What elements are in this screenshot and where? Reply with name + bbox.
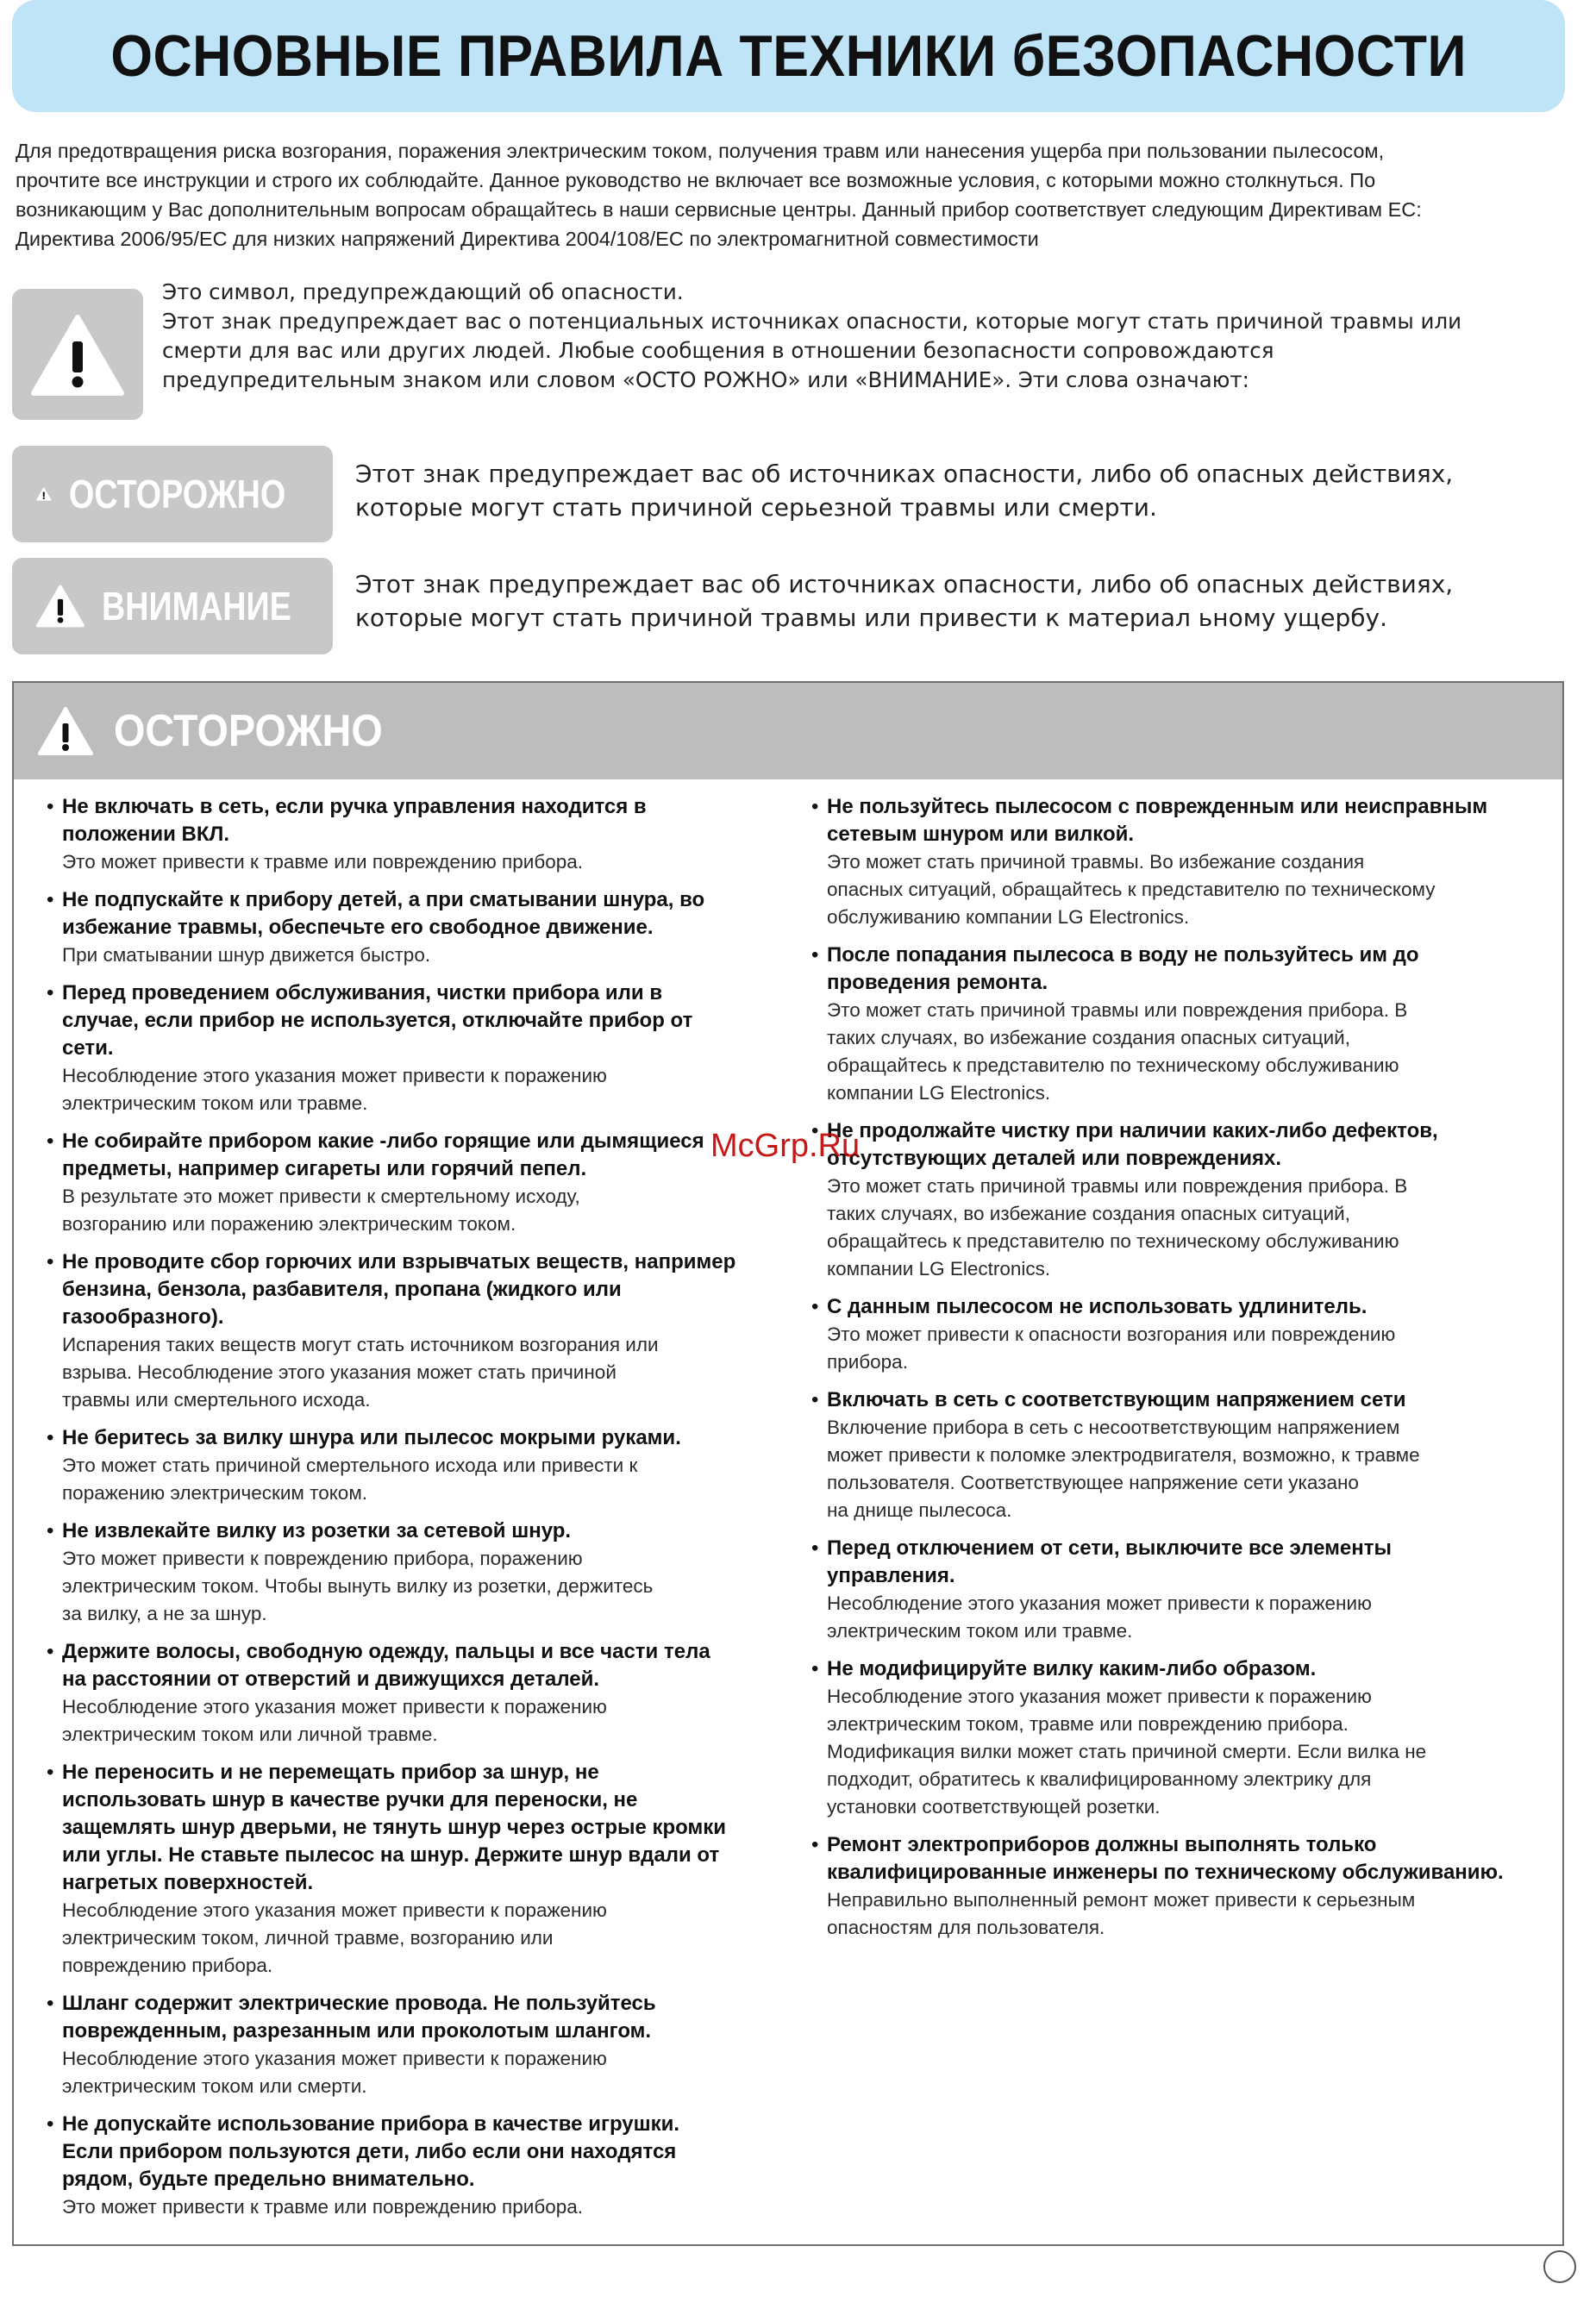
- intro-line: прочтите все инструкции и строго их соблюдайте. Данное руководство не включает все возможные условия, с которыми можно столкнуться. По: [16, 169, 1376, 191]
- warning-item-body: При сматывании шнур движется быстро.: [62, 944, 431, 966]
- warning-item: [811, 1293, 1553, 1376]
- page-title: ОСНОВНЫЕ ПРАВИЛА ТЕХНИКИ бЕЗОПАСНОСТИ: [110, 23, 1467, 89]
- intro-paragraph: [16, 136, 1568, 253]
- symbol-text-line: Это символ, предупреждающий об опасности.: [162, 279, 684, 304]
- warning-item: [47, 1424, 779, 1507]
- danger-desc-line: Этот знак предупреждает вас об источниках опасности, либо об опасных действиях,: [355, 460, 1454, 488]
- warning-item-body: Испарения таких веществ могут стать источником возгорания или взрыва. Несоблюдение этого указания может стать причиной травмы или смертельного исхода.: [62, 1334, 659, 1411]
- intro-line: Для предотвращения риска возгорания, поражения электрическим током, получения травм или нанесения ущерба при пользовании пылесосом,: [16, 140, 1385, 162]
- warning-item-body: Это может привести к опасности возгорания или повреждению прибора.: [827, 1323, 1396, 1373]
- danger-description: [355, 457, 1580, 524]
- warning-item-heading: • Шланг содержит электрические провода. Не пользуйтесь поврежденным, разрезанным или проколотым шлангом.: [62, 1992, 656, 2043]
- warning-item-heading: • Не допускайте использование прибора в качестве игрушки. Если прибором пользуются дети, либо если они находятся рядом, будьте предельно внимательно.: [62, 2112, 680, 2191]
- warning-item-body: В результате это может привести к смертельному исходу, возгоранию или поражению электрическим током.: [62, 1186, 580, 1235]
- warning-item: [47, 1517, 779, 1628]
- warning-item-body: Включение прибора в сеть с несоответствующим напряжением может привести к поломке электродвигателя, возможно, к травме пользователя. Соответствующее напряжение сети указано на днище пылесоса.: [827, 1417, 1420, 1521]
- warning-item-body: Несоблюдение этого указания может привести к поражению электрическим током или смерти.: [62, 2048, 607, 2097]
- caution-desc-line: которые могут стать причиной травмы или привести к материал ьному ущербу.: [355, 604, 1388, 632]
- warning-item-body: Несоблюдение этого указания может привести к поражению электрическим током, личной травме, возгоранию или повреждению прибора.: [62, 1899, 607, 1976]
- warning-item: [47, 1990, 779, 2100]
- warning-item-heading: • Не подпускайте к прибору детей, а при сматывании шнура, во избежание травмы, обеспечьте его свободное движение.: [62, 888, 705, 939]
- warning-triangle-icon: [36, 582, 84, 630]
- warning-item-heading: • Перед проведением обслуживания, чистки прибора или в случае, если прибор не используется, отключайте прибор от сети.: [62, 981, 693, 1060]
- warning-item-heading: • Не собирайте прибором какие -либо горящие или дымящиеся предметы, например сигареты или горячий пепел.: [62, 1129, 704, 1180]
- warnings-left-column: [47, 793, 779, 2231]
- symbol-text-line: предупредительным знаком или словом «ОСТО РОЖНО» или «ВНИМАНИЕ». Эти слова означают:: [162, 367, 1249, 392]
- warning-item-body: Это может стать причиной травмы. Во избежание создания опасных ситуаций, обращайтесь к представителю по техническому обслуживанию компании LG Electronics.: [827, 851, 1436, 928]
- warnings-section: [12, 681, 1564, 2246]
- warning-item-body: Это может стать причиной травмы или повреждения прибора. В таких случаях, во избежание создания опасных ситуаций, обращайтесь к представителю по техническому обслуживанию компании LG Electronics.: [827, 999, 1408, 1104]
- warning-item: [811, 793, 1553, 931]
- warning-triangle-icon: [30, 312, 125, 397]
- warning-item-heading: • Не пользуйтесь пылесосом с поврежденным или неисправным сетевым шнуром или вилкой.: [827, 795, 1488, 846]
- warning-item: [811, 1386, 1553, 1524]
- warning-item: [47, 1759, 779, 1980]
- title-banner: [12, 0, 1565, 112]
- caution-badge: [12, 558, 333, 654]
- page-number-marker: [1543, 2250, 1576, 2283]
- warning-item-heading: • Держите волосы, свободную одежду, пальцы и все части тела на расстоянии от отверстий и движущихся деталей.: [62, 1640, 710, 1691]
- warning-item-heading: • Не проводите сбор горючих или взрывчатых веществ, например бензина, бензола, разбавителя, пропана (жидкого или газообразного).: [62, 1250, 736, 1329]
- caution-desc-line: Этот знак предупреждает вас об источниках опасности, либо об опасных действиях,: [355, 570, 1454, 598]
- warning-item-heading: • Не продолжайте чистку при наличии каких-либо дефектов, отсутствующих деталей или повреждениях.: [827, 1119, 1438, 1170]
- warning-item: [811, 1831, 1553, 1942]
- warning-item-body: Это может привести к травме или повреждению прибора.: [62, 2196, 584, 2218]
- warning-triangle-icon: [38, 706, 93, 756]
- warning-item-body: Это может привести к травме или повреждению прибора.: [62, 851, 584, 873]
- warning-item: [47, 1248, 779, 1414]
- symbol-text-line: Этот знак предупреждает вас о потенциальных источниках опасности, которые могут стать причиной травмы или: [162, 309, 1462, 334]
- watermark: McGrp.Ru: [710, 1128, 861, 1164]
- intro-line: Директива 2006/95/ЕС для низких напряжений Директива 2004/108/ЕС по электромагнитной совместимости: [16, 228, 1039, 250]
- warning-item-heading: • После попадания пылесоса в воду не пользуйтесь им до проведения ремонта.: [827, 943, 1419, 994]
- warning-item: [811, 1535, 1553, 1645]
- symbol-text-line: смерти для вас или других людей. Любые сообщения в отношении безопасности сопровождаются: [162, 338, 1274, 363]
- warning-item-heading: • Не включать в сеть, если ручка управления находится в положении ВКЛ.: [62, 795, 647, 846]
- warning-item-heading: • Не беритесь за вилку шнура или пылесос мокрыми руками.: [62, 1426, 681, 1449]
- warning-item-body: Несоблюдение этого указания может привести к поражению электрическим током или травме.: [62, 1065, 607, 1114]
- warnings-right-column: [811, 793, 1553, 1952]
- warning-item-body: Несоблюдение этого указания может привести к поражению электрическим током или личной травме.: [62, 1696, 607, 1745]
- danger-badge-label: ОСТОРОЖНО: [68, 472, 285, 516]
- symbol-explanation: [162, 278, 1507, 395]
- warning-item-body: Неправильно выполненный ремонт может привести к серьезным опасностям для пользователя.: [827, 1889, 1416, 1938]
- warning-item-heading: • Перед отключением от сети, выключите все элементы управления.: [827, 1536, 1392, 1587]
- caution-description: [355, 567, 1580, 635]
- warning-triangle-icon: [36, 470, 52, 518]
- intro-line: возникающим у Вас дополнительным вопросам обращайтесь в наши сервисные центры. Данный прибор соответствует следующим Директивам ЕС:: [16, 198, 1422, 221]
- warning-item-heading: • Не извлекайте вилку из розетки за сетевой шнур.: [62, 1519, 572, 1542]
- warning-item-body: Это может стать причиной смертельного исхода или привести к поражению электрическим током.: [62, 1455, 638, 1504]
- warning-item: [47, 979, 779, 1117]
- warning-item: [811, 1117, 1553, 1283]
- warning-item-heading: • Ремонт электроприборов должны выполнять только квалифицированные инженеры по техническому обслуживанию.: [827, 1833, 1504, 1884]
- warnings-header: [14, 683, 1562, 779]
- warning-item: [811, 942, 1553, 1107]
- warning-item-body: Несоблюдение этого указания может привести к поражению электрическим током, травме или повреждению прибора. Модификация вилки может стать причиной смерти. Если вилка не подходит, обратитесь к квалифицированному электрику для установки соответствующей розетки.: [827, 1686, 1427, 1818]
- warning-item: [47, 2111, 779, 2221]
- warning-item: [47, 886, 779, 969]
- warning-item: [47, 793, 779, 876]
- danger-badge: [12, 446, 333, 542]
- warning-item-heading: • Не переносить и не перемещать прибор за шнур, не использовать шнур в качестве ручки для переноски, не защемлять шнур дверьми, не тянуть шнур через острые кромки или углы. Не ставьте пылесос на шнур. Держите шнур вдали от нагретых поверхностей.: [62, 1761, 727, 1894]
- warning-item-body: Это может привести к повреждению прибора, поражению электрическим током. Чтобы вынуть вилку из розетки, держитесь за вилку, а не за шнур.: [62, 1548, 654, 1624]
- warnings-header-label: ОСТОРОЖНО: [114, 706, 383, 756]
- caution-badge-label: ВНИМАНИЕ: [101, 584, 291, 629]
- warning-item-body: Это может стать причиной травмы или повреждения прибора. В таких случаях, во избежание создания опасных ситуаций, обращайтесь к представителю по техническому обслуживанию компании LG Electronics.: [827, 1175, 1408, 1280]
- warning-item: [47, 1128, 779, 1238]
- warning-item-heading: • С данным пылесосом не использовать удлинитель.: [827, 1295, 1368, 1318]
- danger-desc-line: которые могут стать причиной серьезной травмы или смерти.: [355, 493, 1157, 522]
- warning-item: [811, 1655, 1553, 1821]
- warning-item: [47, 1638, 779, 1749]
- warning-item-heading: • Включать в сеть с соответствующим напряжением сети: [827, 1388, 1406, 1411]
- warning-item-heading: • Не модифицируйте вилку каким-либо образом.: [827, 1657, 1317, 1680]
- hazard-symbol-box: [12, 289, 143, 420]
- warning-item-body: Несоблюдение этого указания может привести к поражению электрическим током или травме.: [827, 1592, 1372, 1642]
